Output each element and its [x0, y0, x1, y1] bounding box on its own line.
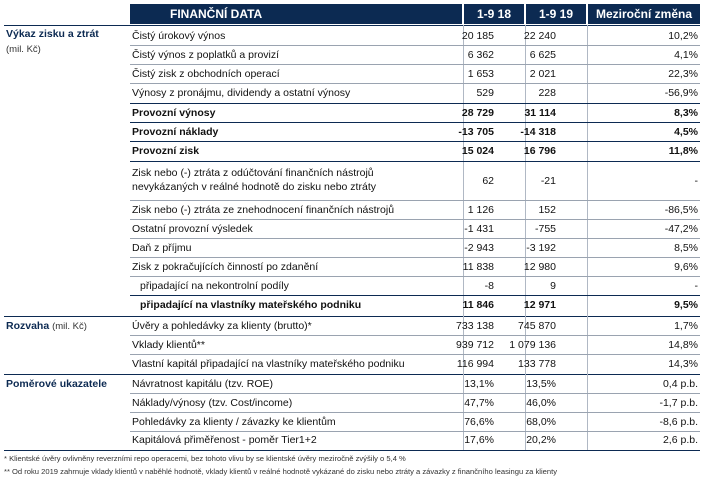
- value-2019: 20,2%: [526, 434, 556, 446]
- value-change: 14,8%: [668, 339, 698, 351]
- row-label: Výnosy z pronájmu, dividendy a ostatní výnosy: [132, 87, 351, 99]
- row-label: připadající na vlastníky mateřského podniku: [140, 299, 362, 311]
- value-2018: 1 653: [467, 68, 494, 80]
- value-2019: 152: [538, 204, 556, 216]
- row-divider: [130, 238, 700, 239]
- value-2018: 15 024: [461, 145, 494, 157]
- value-change: -56,9%: [664, 87, 698, 99]
- value-change: 10,2%: [668, 30, 698, 42]
- value-change: -86,5%: [664, 204, 698, 216]
- row-divider: [130, 276, 700, 277]
- value-2019: -3 192: [526, 242, 556, 254]
- row-divider: [130, 45, 700, 46]
- value-2019: -755: [534, 223, 556, 235]
- value-2018: 116 994: [456, 358, 494, 370]
- value-change: 2,6 p.b.: [662, 434, 698, 446]
- row-divider: [130, 412, 700, 413]
- row-label: Čistý zisk z obchodních operací: [132, 68, 280, 80]
- value-2018: 11 838: [462, 261, 494, 273]
- value-2019: 745 870: [518, 320, 556, 332]
- footnote-1: * Klientské úvěry ovlivněny reverzními repo operacemi, bez tohoto vlivu by se klientské úvěry meziročně zvýšily o 5,4 %: [4, 454, 406, 463]
- row-label: Návratnost kapitálu (tzv. ROE): [132, 378, 274, 390]
- value-2018: 939 712: [456, 339, 494, 351]
- table-title: FINANČNÍ DATA: [130, 4, 462, 24]
- row-label: Čistý úrokový výnos: [132, 30, 226, 42]
- row-label: Zisk nebo (-) ztráta z odúčtování finančních nástrojů: [132, 167, 374, 179]
- row-label: Provozní náklady: [132, 126, 219, 138]
- value-2019: 31 114: [524, 107, 556, 119]
- value-2019: 1 079 136: [509, 339, 556, 351]
- value-2018: 20 185: [461, 30, 494, 42]
- value-2018: 11 846: [462, 299, 494, 311]
- value-2018: 76,6%: [464, 416, 494, 428]
- row-divider: [130, 335, 700, 336]
- table-row: [130, 166, 700, 196]
- row-divider: [130, 200, 700, 201]
- value-change: -1,7 p.b.: [659, 397, 698, 409]
- row-label: Provozní výnosy: [132, 107, 216, 119]
- row-label: Pohledávky za klienty / závazky ke klientům: [132, 416, 336, 428]
- row-label: Náklady/výnosy (tzv. Cost/income): [132, 397, 293, 409]
- value-change: 9,5%: [674, 299, 698, 311]
- value-2019: 2 021: [529, 68, 556, 80]
- value-2018: 529: [476, 87, 494, 99]
- value-change: 9,6%: [674, 261, 698, 273]
- row-label-wrap: [132, 166, 376, 194]
- row-label: Čistý výnos z poplatků a provizí: [132, 49, 280, 61]
- value-2018: 733 138: [456, 320, 494, 332]
- value-2019: 228: [538, 87, 556, 99]
- value-change: 8,3%: [674, 107, 698, 119]
- section-income-statement: [6, 28, 128, 60]
- row-label: Daň z příjmu: [132, 242, 192, 254]
- value-change: 11,8%: [668, 145, 698, 157]
- row-divider: [130, 103, 700, 104]
- column-header-2018: 1-9 18: [464, 4, 524, 24]
- value-change: -8,6 p.b.: [659, 416, 698, 428]
- row-label: Ostatní provozní výsledek: [132, 223, 253, 235]
- section-unit: (mil. Kč): [6, 44, 41, 55]
- row-divider: [130, 122, 700, 123]
- row-divider: [130, 257, 700, 258]
- row-divider: [130, 64, 700, 65]
- value-2018: 28 729: [461, 107, 494, 119]
- value-change: 22,3%: [668, 68, 698, 80]
- value-2019: -21: [540, 175, 556, 187]
- row-label-line2: nevykázaných v reálné hodnotě do zisku nebo ztráty: [132, 181, 376, 193]
- row-label: připadající na nekontrolní podíly: [140, 280, 289, 292]
- value-change: 0,4 p.b.: [662, 378, 698, 390]
- value-2018: 6 362: [467, 49, 494, 61]
- value-2018: -2 943: [464, 242, 494, 254]
- row-label: Kapitálová přiměřenost - poměr Tier1+2: [132, 434, 317, 446]
- row-divider: [130, 431, 700, 432]
- value-2019: 12 971: [523, 299, 556, 311]
- value-2018: 1 126: [467, 204, 494, 216]
- row-divider: [130, 161, 700, 162]
- value-2018: 47,7%: [464, 397, 494, 409]
- row-label: Úvěry a pohledávky za klienty (brutto)*: [132, 320, 312, 332]
- section-unit: (mil. Kč): [52, 321, 87, 332]
- row-label: Vlastní kapitál připadající na vlastníky mateřského podniku: [132, 358, 405, 370]
- table-bottom-divider: [4, 450, 700, 451]
- header-divider: [4, 25, 700, 26]
- section-title: Poměrové ukazatele: [6, 378, 107, 390]
- column-header-change: Meziroční změna: [588, 4, 700, 24]
- row-divider: [130, 141, 700, 142]
- value-2019: 22 240: [523, 30, 556, 42]
- value-2019: 46,0%: [526, 397, 556, 409]
- section-divider: [4, 374, 700, 375]
- row-divider: [130, 83, 700, 84]
- section-balance-sheet: [6, 320, 128, 332]
- value-change: -47,2%: [664, 223, 698, 235]
- value-change: 8,5%: [674, 242, 698, 254]
- value-2019: 12 980: [523, 261, 556, 273]
- value-2018: 13,1%: [464, 378, 494, 390]
- row-divider: [130, 295, 700, 296]
- table-header: [0, 4, 710, 24]
- row-label: Vklady klientů**: [132, 339, 205, 351]
- row-label: Zisk z pokračujících činností po zdanění: [132, 261, 319, 273]
- value-2018: -8: [484, 280, 494, 292]
- section-title: Rozvaha: [6, 320, 50, 332]
- row-label: Zisk nebo (-) ztráta ze znehodnocení finančních nástrojů: [132, 204, 395, 216]
- value-change: 14,3%: [668, 358, 698, 370]
- section-title: Výkaz zisku a ztrát: [6, 28, 99, 40]
- value-2019: 68,0%: [526, 416, 556, 428]
- row-divider: [130, 354, 700, 355]
- row-divider: [130, 393, 700, 394]
- value-change: 1,7%: [674, 320, 698, 332]
- section-divider: [4, 316, 700, 317]
- row-label: Provozní zisk: [132, 145, 200, 157]
- value-change: 4,1%: [674, 49, 698, 61]
- value-2018: -13 705: [458, 126, 494, 138]
- value-2019: 13,5%: [526, 378, 556, 390]
- value-2019: 16 796: [523, 145, 556, 157]
- section-ratios: [6, 378, 128, 390]
- value-change: -: [694, 175, 698, 187]
- value-change: -: [694, 280, 698, 292]
- value-2019: -14 318: [520, 126, 556, 138]
- row-divider: [130, 219, 700, 220]
- column-header-2019: 1-9 19: [526, 4, 586, 24]
- value-2018: 62: [482, 175, 494, 187]
- value-2019: 6 625: [529, 49, 556, 61]
- value-2019: 9: [550, 280, 556, 292]
- value-2018: -1 431: [464, 223, 494, 235]
- value-2018: 17,6%: [464, 434, 494, 446]
- value-change: 4,5%: [674, 126, 698, 138]
- footnote-2: ** Od roku 2019 zahrnuje vklady klientů v naběhlé hodnotě, vklady klientů v reálné hodnotě vykázané do zisku nebo ztráty a závazky z finančního leasingu za klienty: [4, 467, 557, 476]
- value-2019: 133 778: [518, 358, 556, 370]
